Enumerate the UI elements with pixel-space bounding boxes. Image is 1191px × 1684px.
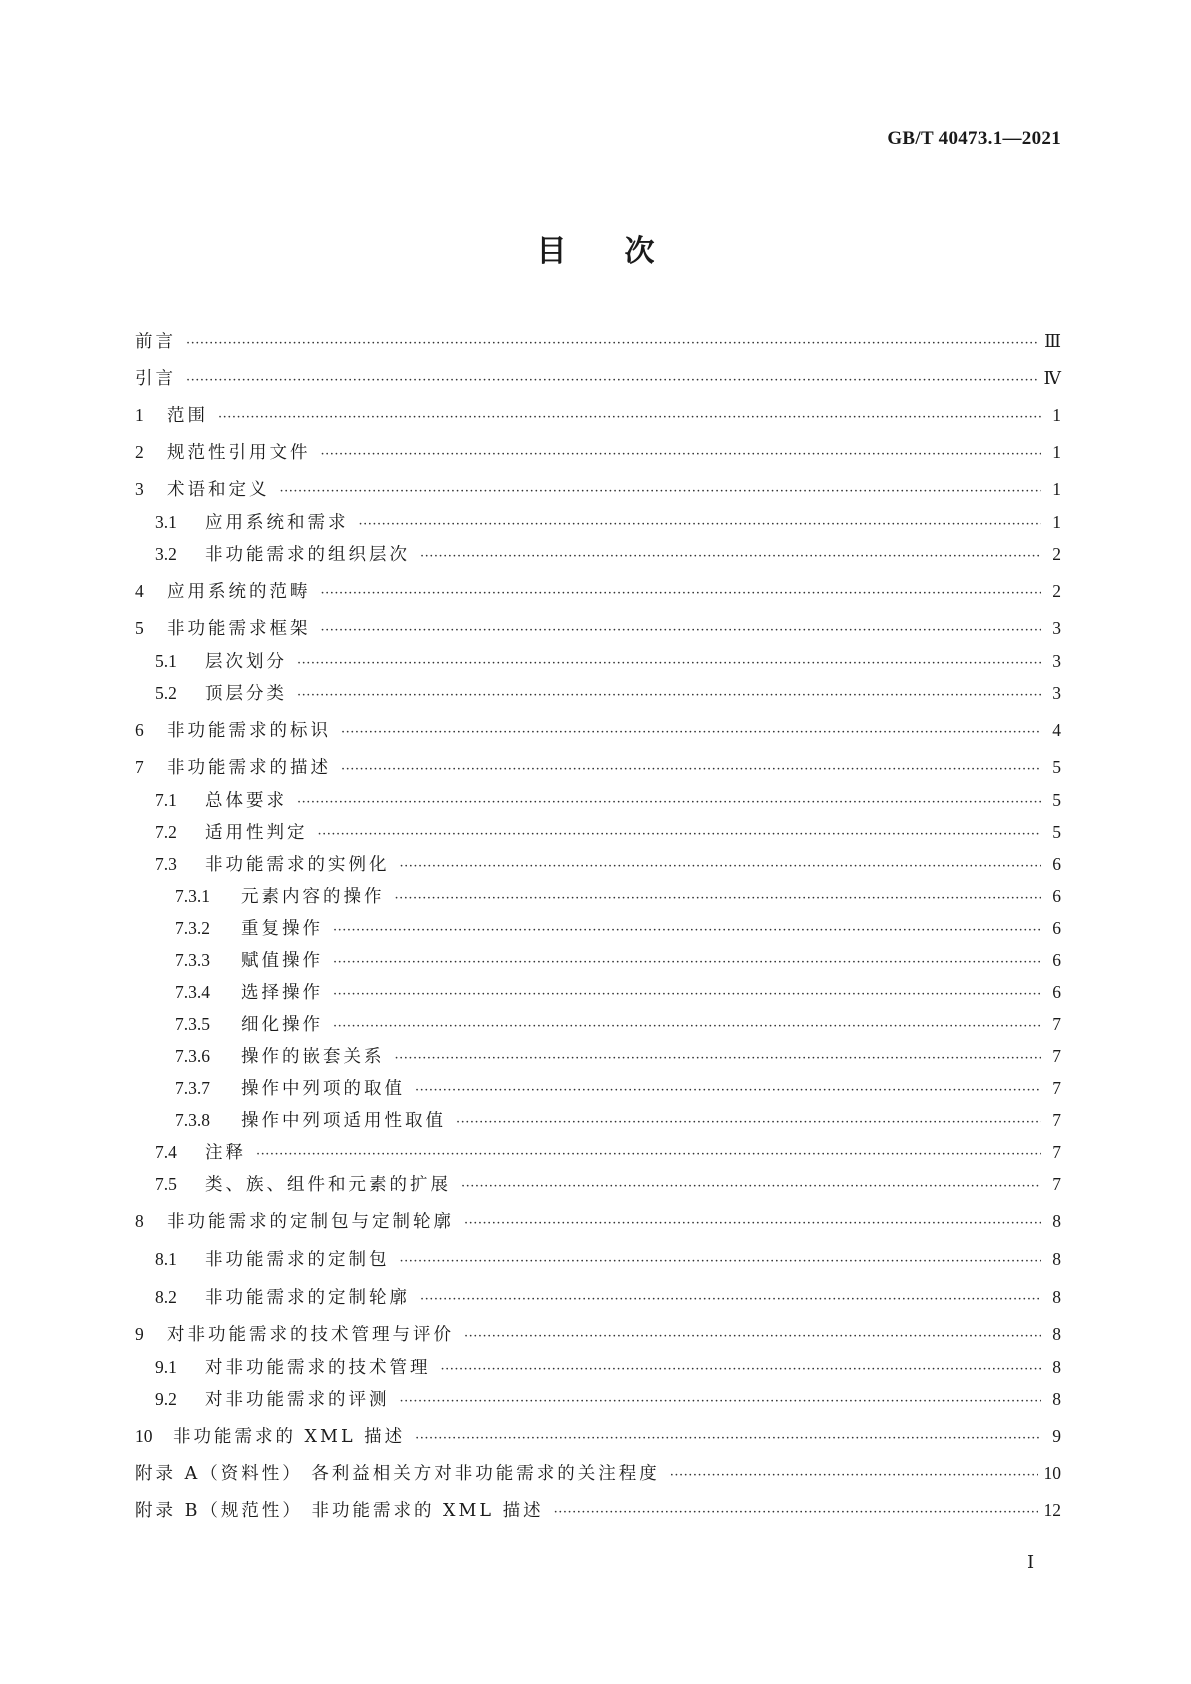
toc-entry-label: 前言 (135, 332, 176, 352)
toc-entry-label: 类、族、组件和元素的扩展 (205, 1175, 451, 1195)
dot-leader (441, 1355, 1042, 1383)
toc-entry-number: 7.3.4 (175, 982, 210, 1002)
dot-leader (186, 329, 1038, 357)
toc-entry[interactable] (135, 1423, 1061, 1452)
dot-leader (464, 1322, 1041, 1350)
toc-entry-label: 细化操作 (241, 1015, 323, 1035)
dot-leader (321, 579, 1042, 607)
toc-entry-number: 7.3.3 (175, 950, 210, 970)
dot-leader (297, 681, 1041, 709)
toc-entry-number: 7.5 (155, 1174, 177, 1194)
toc-entry-label: 操作中列项的取值 (241, 1079, 405, 1099)
toc-entry-number: 7.2 (155, 822, 177, 842)
toc-entry-label: 对非功能需求的技术管理与评价 (167, 1325, 454, 1345)
toc-entry-page: 6 (1052, 982, 1061, 1002)
toc-entry-number: 3 (135, 479, 144, 499)
dot-leader (420, 542, 1041, 570)
dot-leader (395, 1044, 1042, 1072)
toc-entry[interactable] (135, 680, 1061, 709)
toc-entry[interactable] (135, 328, 1061, 357)
dot-leader (297, 788, 1041, 816)
toc-entry-label: 层次划分 (205, 652, 287, 672)
dot-leader (280, 477, 1042, 505)
toc-entry-label: 非功能需求的描述 (167, 758, 331, 778)
toc-entry-page: 6 (1052, 854, 1061, 874)
toc-entry-label: 规范性引用文件 (167, 443, 311, 463)
toc-entry-number: 7.4 (155, 1142, 177, 1162)
toc-entry-number: 6 (135, 720, 144, 740)
toc-entry[interactable] (135, 1208, 1061, 1237)
toc-entry-number: 7.3.7 (175, 1078, 210, 1098)
toc-entry-number: 7.3.1 (175, 886, 210, 906)
toc-entry[interactable] (135, 819, 1061, 848)
toc-entry-page: 1 (1052, 512, 1061, 532)
dot-leader (670, 1461, 1038, 1489)
toc-entry-page: 8 (1052, 1211, 1061, 1231)
dot-leader (341, 755, 1041, 783)
toc-entry-label: 适用性判定 (205, 823, 308, 843)
toc-entry-page: 3 (1052, 651, 1061, 671)
toc-entry-page: 2 (1052, 544, 1061, 564)
toc-entry-label: 非功能需求的组织层次 (205, 545, 410, 565)
dot-leader (333, 948, 1041, 976)
toc-entry-page: 6 (1052, 950, 1061, 970)
toc-entry[interactable] (135, 1284, 1061, 1313)
toc-entry[interactable] (135, 648, 1061, 677)
standard-number: GB/T 40473.1—2021 (887, 128, 1061, 149)
dot-leader (333, 916, 1041, 944)
toc-entry-page: 8 (1052, 1249, 1061, 1269)
toc-title: 目次 (536, 234, 713, 269)
toc-entry-label: 操作的嵌套关系 (241, 1047, 385, 1067)
dot-leader (415, 1076, 1041, 1104)
toc-entry-page: Ⅳ (1043, 368, 1061, 388)
toc-entry-page: 7 (1052, 1014, 1061, 1034)
toc-entry-page: 3 (1052, 683, 1061, 703)
toc-entry-number: 7 (135, 757, 144, 777)
toc-entry-page: 6 (1052, 918, 1061, 938)
dot-leader (321, 616, 1042, 644)
toc-entry[interactable] (135, 365, 1061, 394)
dot-leader (456, 1108, 1041, 1136)
dot-leader (321, 440, 1042, 468)
toc-entry-label: 操作中列项适用性取值 (241, 1111, 446, 1131)
toc-entry-number: 2 (135, 442, 144, 462)
toc-entry-number: 3.2 (155, 544, 177, 564)
toc-entry-number: 5 (135, 618, 144, 638)
toc-entry-number: 9.2 (155, 1389, 177, 1409)
toc-entry[interactable] (135, 615, 1061, 644)
dot-leader (400, 1247, 1042, 1275)
toc-entry-page: 10 (1043, 1463, 1061, 1483)
toc-entry-number: 9 (135, 1324, 144, 1344)
toc-entry[interactable] (135, 1011, 1061, 1040)
toc-entry-number: 3.1 (155, 512, 177, 532)
toc-entry-page: 2 (1052, 581, 1061, 601)
toc-entry-label: 非功能需求的定制包 (205, 1250, 390, 1270)
toc-entry-label: 应用系统和需求 (205, 513, 349, 533)
toc-entry[interactable] (135, 1246, 1061, 1275)
toc-entry-number: 7.1 (155, 790, 177, 810)
dot-leader (297, 649, 1041, 677)
toc-entry-number: 8.1 (155, 1249, 177, 1269)
toc-entry-page: 1 (1052, 479, 1061, 499)
toc-entry-number: 9.1 (155, 1357, 177, 1377)
toc-entry[interactable] (135, 439, 1061, 468)
toc-entry-page: 5 (1052, 790, 1061, 810)
toc-entry-label: 重复操作 (241, 919, 323, 939)
toc-entry-page: 4 (1052, 720, 1061, 740)
dot-leader (359, 510, 1042, 538)
toc-entry[interactable] (135, 717, 1061, 746)
toc-entry[interactable] (135, 1354, 1061, 1383)
toc-entry-label: 应用系统的范畴 (167, 582, 311, 602)
toc-entry-label: 引言 (135, 369, 176, 389)
toc-entry[interactable] (135, 1460, 1061, 1489)
toc-entry[interactable] (135, 1321, 1061, 1350)
toc-entry[interactable] (135, 979, 1061, 1008)
toc-entry[interactable] (135, 1171, 1061, 1200)
toc-entry[interactable] (135, 947, 1061, 976)
toc-entry-number: 5.2 (155, 683, 177, 703)
toc-entry-label: 非功能需求的标识 (167, 721, 331, 741)
toc-entry-label: 元素内容的操作 (241, 887, 385, 907)
dot-leader (554, 1498, 1038, 1526)
toc-entry-number: 7.3.2 (175, 918, 210, 938)
toc-entry-number: 8 (135, 1211, 144, 1231)
toc-entry-page: 7 (1052, 1078, 1061, 1098)
dot-leader (318, 820, 1042, 848)
toc-entry[interactable] (135, 787, 1061, 816)
toc-entry[interactable] (135, 476, 1061, 505)
toc-entry[interactable] (135, 402, 1061, 431)
toc-entry-page: 7 (1052, 1046, 1061, 1066)
toc-entry[interactable] (135, 915, 1061, 944)
toc-entry-page: 1 (1052, 442, 1061, 462)
toc-entry-label: 范围 (167, 406, 208, 426)
dot-leader (218, 403, 1041, 431)
toc-entry-label: 术语和定义 (167, 480, 270, 500)
toc-entry-label: 选择操作 (241, 983, 323, 1003)
toc-entry-label: 对非功能需求的评测 (205, 1390, 390, 1410)
toc-entry-number: 5.1 (155, 651, 177, 671)
toc-entry-page: 7 (1052, 1110, 1061, 1130)
footer-page-number: Ⅰ (1027, 1552, 1035, 1572)
dot-leader (461, 1172, 1041, 1200)
toc-entry-page: 8 (1052, 1389, 1061, 1409)
toc-entry-label: 总体要求 (205, 791, 287, 811)
toc-entry-label: 附录 B（规范性） 非功能需求的 XML 描述 (135, 1501, 544, 1521)
dot-leader (400, 1387, 1042, 1415)
toc-entry-page: 7 (1052, 1142, 1061, 1162)
toc-entry-label: 非功能需求框架 (167, 619, 311, 639)
toc-entry-number: 1 (135, 405, 144, 425)
toc-entry[interactable] (135, 1139, 1061, 1168)
toc-entry-number: 7.3.8 (175, 1110, 210, 1130)
toc-entry-number: 4 (135, 581, 144, 601)
dot-leader (186, 366, 1038, 394)
toc-entry-number: 10 (135, 1426, 153, 1446)
dot-leader (395, 884, 1042, 912)
toc-entry-page: 8 (1052, 1324, 1061, 1344)
toc-entry-page: 3 (1052, 618, 1061, 638)
toc-entry-label: 非功能需求的定制轮廓 (205, 1288, 410, 1308)
toc-entry[interactable] (135, 578, 1061, 607)
toc-entry[interactable] (135, 754, 1061, 783)
toc-entry-label: 顶层分类 (205, 684, 287, 704)
toc-entry-number: 8.2 (155, 1287, 177, 1307)
toc-entry-label: 注释 (205, 1143, 246, 1163)
toc-entry-page: 1 (1052, 405, 1061, 425)
toc-entry-page: 12 (1043, 1500, 1061, 1520)
toc-entry[interactable] (135, 883, 1061, 912)
toc-entry-label: 非功能需求的实例化 (205, 855, 390, 875)
dot-leader (341, 718, 1041, 746)
dot-leader (415, 1424, 1041, 1452)
toc-entry-page: 6 (1052, 886, 1061, 906)
toc-entry[interactable] (135, 1497, 1061, 1526)
toc-entry-page: 8 (1052, 1357, 1061, 1377)
toc-entry-label: 赋值操作 (241, 951, 323, 971)
toc-entry[interactable] (135, 1075, 1061, 1104)
toc-entry-page: 9 (1052, 1426, 1061, 1446)
dot-leader (420, 1285, 1041, 1313)
toc-entry-page: 5 (1052, 757, 1061, 777)
toc-entry-label: 非功能需求的定制包与定制轮廓 (167, 1212, 454, 1232)
toc-entry[interactable] (135, 509, 1061, 538)
dot-leader (256, 1140, 1041, 1168)
toc-entry-page: Ⅲ (1044, 331, 1061, 351)
toc-entry-label: 非功能需求的 XML 描述 (173, 1427, 406, 1447)
toc-entry-number: 7.3.6 (175, 1046, 210, 1066)
toc-entry-number: 7.3.5 (175, 1014, 210, 1034)
toc-entry-page: 8 (1052, 1287, 1061, 1307)
toc-entry[interactable] (135, 1386, 1061, 1415)
dot-leader (333, 980, 1041, 1008)
dot-leader (464, 1209, 1041, 1237)
toc-entry-page: 7 (1052, 1174, 1061, 1194)
toc-entry-number: 7.3 (155, 854, 177, 874)
dot-leader (333, 1012, 1041, 1040)
toc-entry-label: 对非功能需求的技术管理 (205, 1358, 431, 1378)
toc-entry[interactable] (135, 541, 1061, 570)
toc-entry-page: 5 (1052, 822, 1061, 842)
dot-leader (400, 852, 1042, 880)
toc-entry[interactable] (135, 1107, 1061, 1136)
toc-entry[interactable] (135, 1043, 1061, 1072)
table-of-contents (135, 328, 1061, 1526)
toc-entry-label: 附录 A（资料性） 各利益相关方对非功能需求的关注程度 (135, 1464, 660, 1484)
toc-entry[interactable] (135, 851, 1061, 880)
